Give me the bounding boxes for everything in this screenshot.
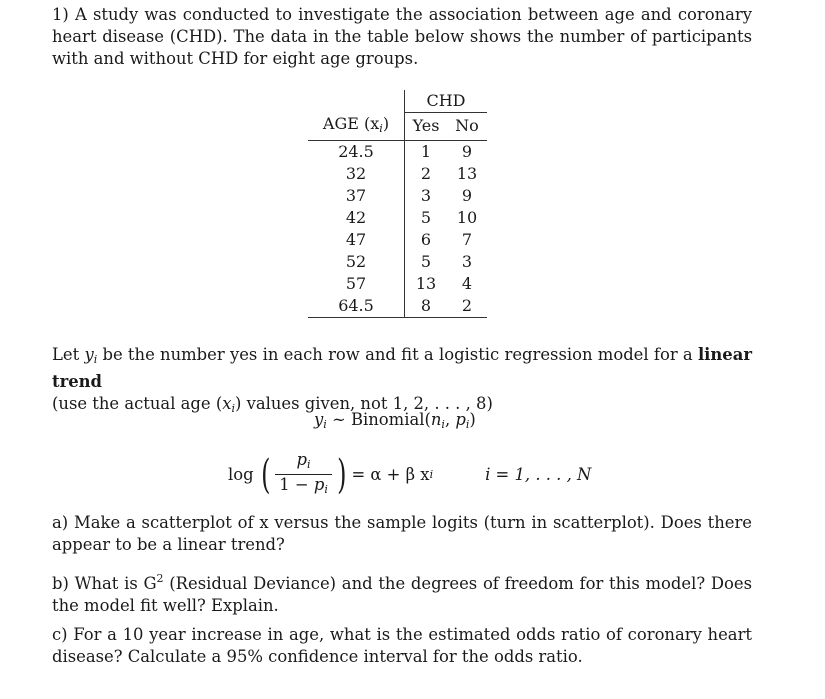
table-row — [308, 163, 487, 185]
logit-equation: log ( $\frac{p_i}{1 - p_i}$ ) = α + β x i i = 1, . . . , N — [228, 449, 592, 498]
cell-age: 24.5 — [308, 140, 405, 163]
cell-age: 47 — [308, 229, 405, 251]
odds-fraction: $\frac{p_i}{1 - p_i}$ — [275, 451, 332, 500]
table-row — [308, 185, 487, 207]
yes-column-header: Yes — [412, 116, 440, 136]
cell-age: 37 — [308, 185, 405, 207]
intro-paragraph: 1) A study was conducted to investigate the association between age and coronary heart disease (CHD). The data in the table below shows the number of participants with and without CHD for eight age groups. — [52, 5, 752, 68]
table-row — [308, 251, 487, 273]
cell-yes: 6 — [420, 229, 432, 249]
cell-no: 7 — [461, 229, 473, 249]
table-row — [308, 207, 487, 229]
cell-no: 9 — [461, 185, 473, 205]
table-row — [308, 273, 487, 295]
cell-age: 64.5 — [308, 295, 405, 318]
cell-no: 9 — [447, 140, 487, 163]
cell-no: 13 — [456, 163, 478, 183]
table-row — [308, 140, 487, 163]
cell-yes: 8 — [405, 295, 448, 318]
question-b: b) What is $G^2$ (Residual Deviance) and the degrees of freedom for this model? Does the model fit well? Explain. — [52, 572, 752, 615]
cell-age: 42 — [308, 207, 405, 229]
cell-age: 57 — [308, 273, 405, 295]
question-c: c) For a 10 year increase in age, what is the estimated odds ratio of coronary heart disease? Calculate a 95% confidence interval for the odds ratio. — [52, 625, 752, 666]
cell-no: 4 — [461, 273, 473, 293]
question-a: a) Make a scatterplot of x versus the sample logits (turn in scatterplot). Does there appear to be a linear trend? — [52, 513, 752, 554]
table-row — [308, 295, 487, 318]
model-paragraph: Let $y_i$ be the number yes in each row and fit a logistic regression model for a linear trend (use the actual age $(x_i)$ values given, not 1, 2, . . . , 8) — [52, 345, 752, 415]
linear-trend-bold: linear trend — [52, 345, 752, 391]
chd-group-header: CHD — [405, 90, 488, 113]
cell-yes: 1 — [405, 140, 448, 163]
cell-no: 10 — [456, 207, 478, 227]
binomial-equation: $y_i$ ∼ $Binomial(n_i$, $p_i$) — [314, 410, 476, 431]
cell-yes: 13 — [415, 273, 437, 293]
cell-yes: 5 — [420, 251, 432, 271]
cell-yes: 5 — [420, 207, 432, 227]
cell-yes: 2 — [420, 163, 432, 183]
chd-table — [308, 90, 488, 318]
cell-yes: 3 — [420, 185, 432, 205]
cell-age: 52 — [308, 251, 405, 273]
age-column-header: AGE $(x_i)$ — [308, 113, 405, 141]
table-row — [308, 229, 487, 251]
cell-no: 2 — [447, 295, 487, 318]
no-column-header: No — [455, 116, 479, 136]
table-body — [308, 140, 487, 317]
cell-age: 32 — [308, 163, 405, 185]
cell-no: 3 — [461, 251, 473, 271]
